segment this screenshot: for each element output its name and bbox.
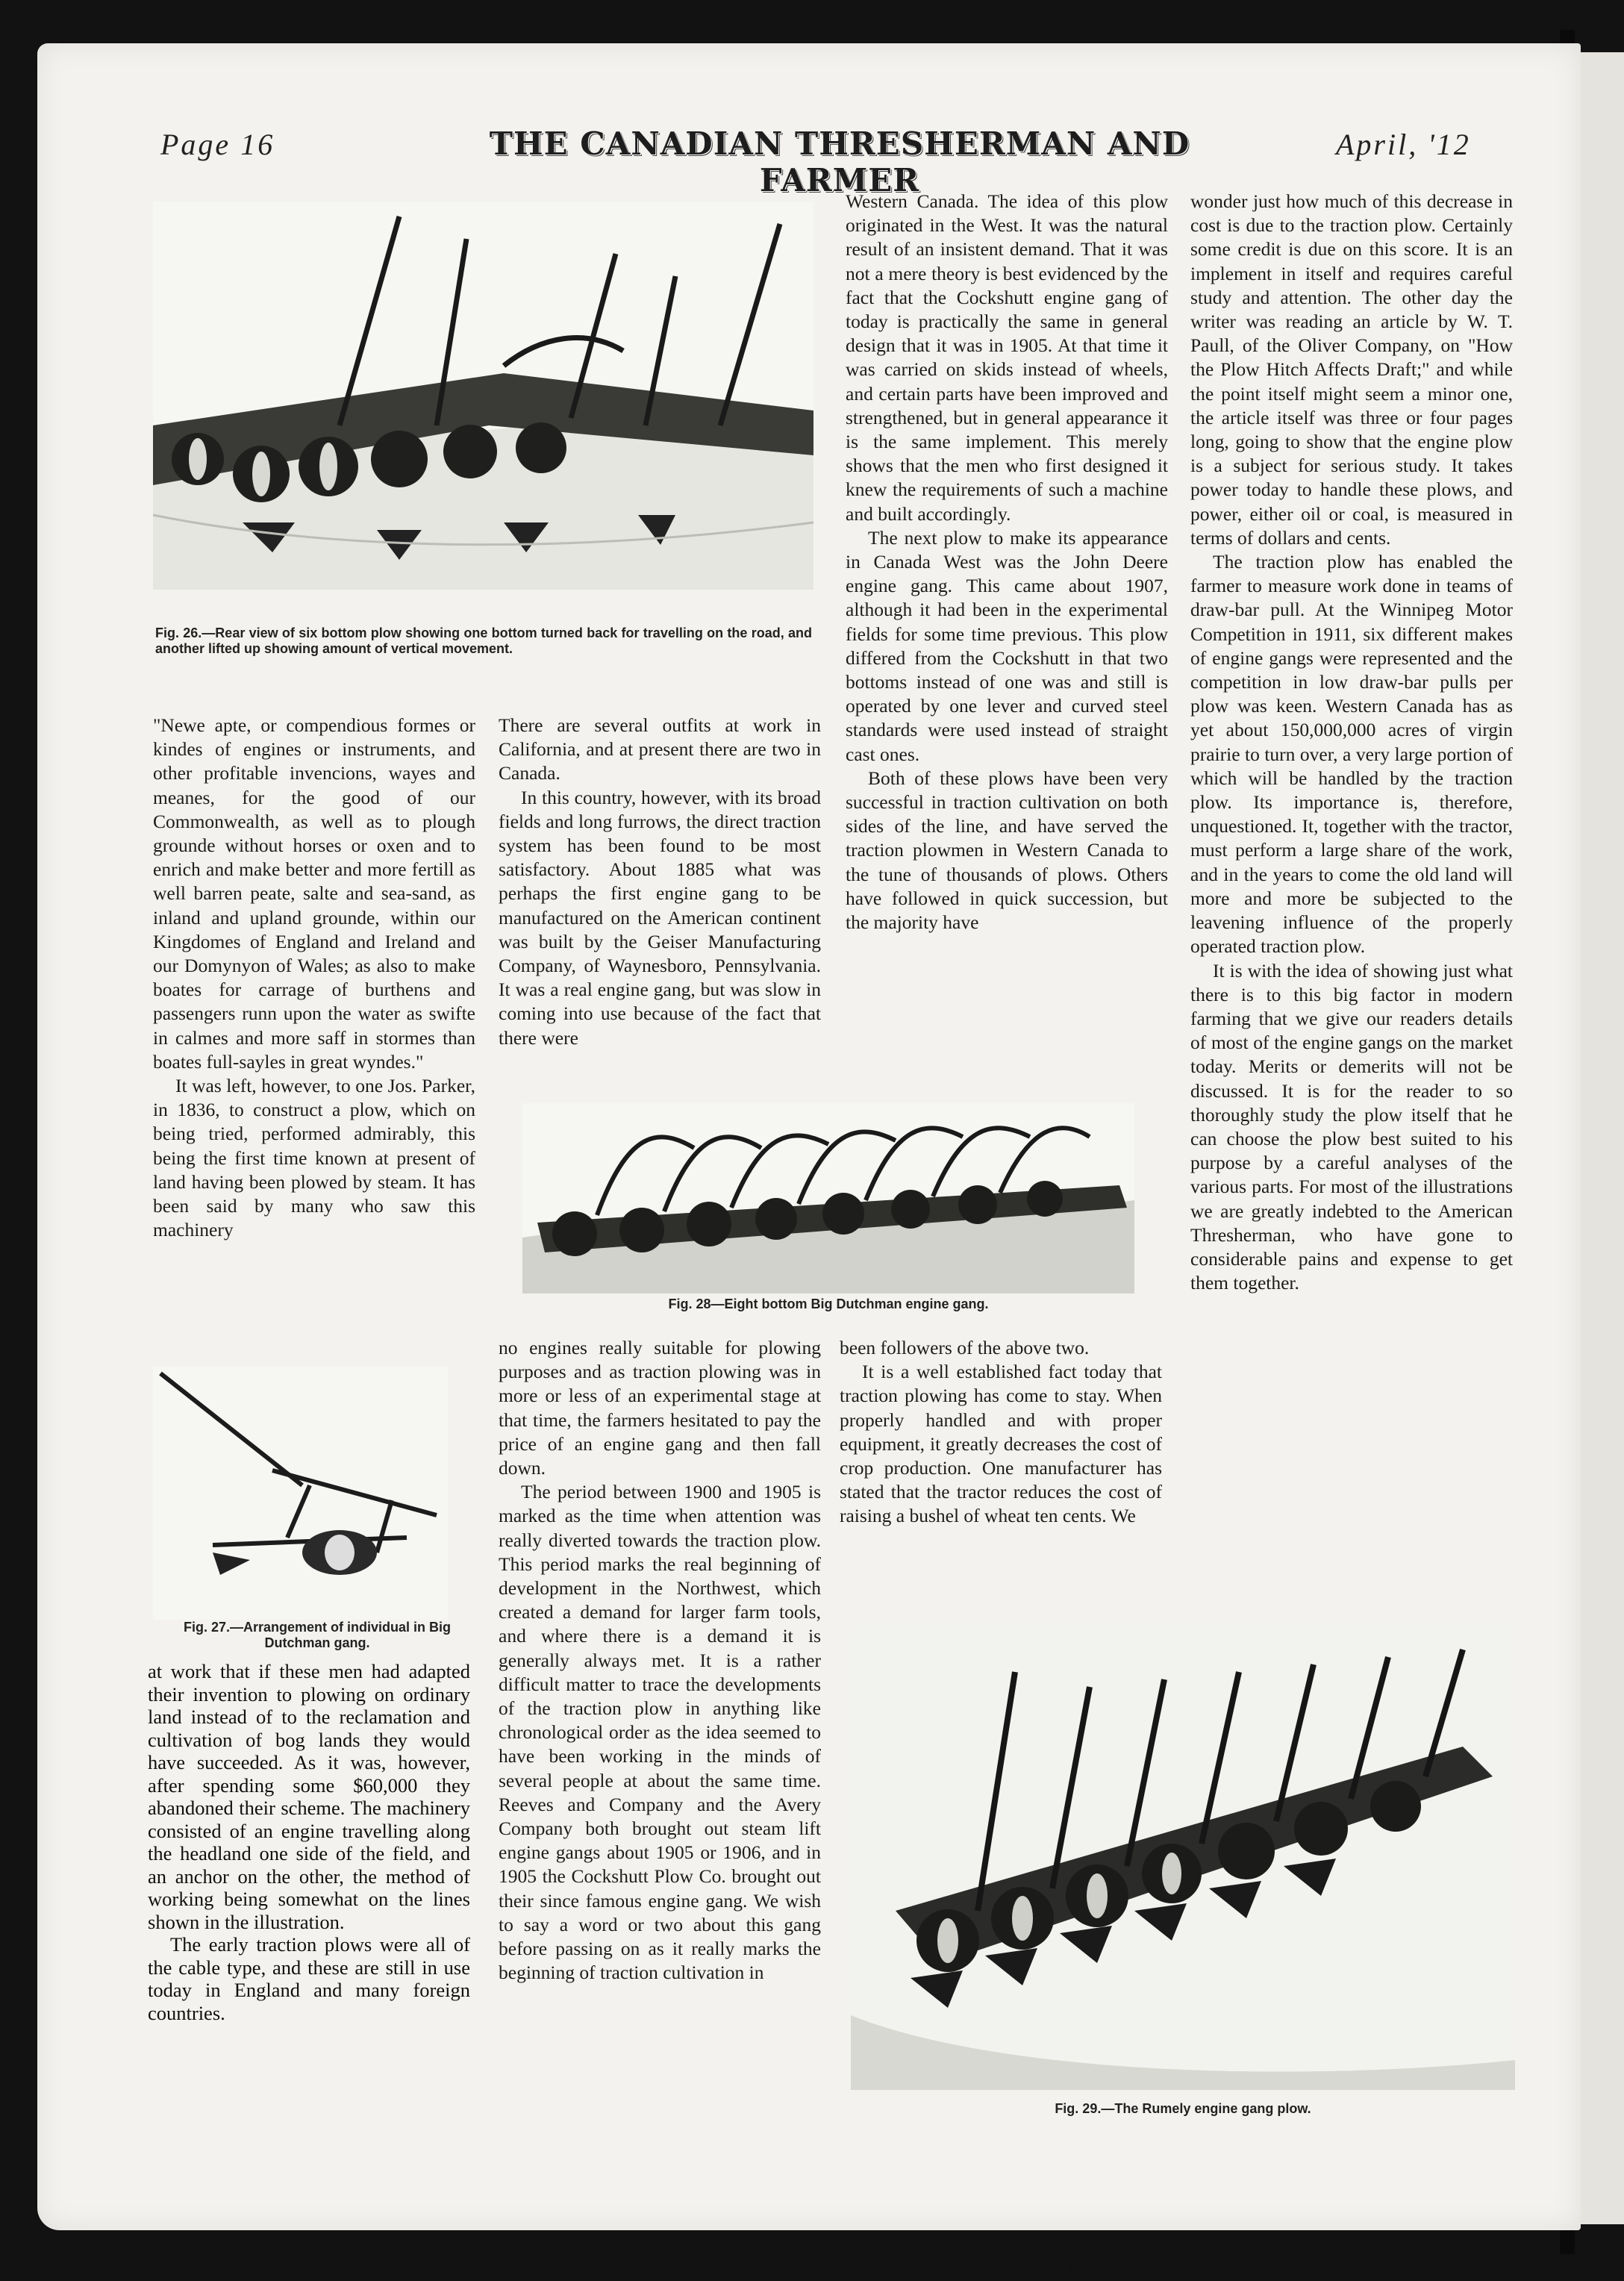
paragraph: The next plow to make its appearance in Canada West was the John Deere engine gang. This came about 1907, although it had been in the experimental fields for some time previous. This plow differed from the Cockshutt in that two bottoms instead of one was and still is operated by one lever and curved steel standards were used instead of straight cast ones. (846, 526, 1168, 765)
paragraph: There are several outfits at work in California, and at present there are two in Canada. (499, 714, 821, 784)
paragraph: Both of these plows have been very successful in traction cultivation on both sides of the line, and have served the traction plowmen in Western Canada to the tune of thousands of plows. Others have followed in quick succession, but the majority have (846, 767, 1168, 934)
paragraph: It was left, however, to one Jos. Parker, in 1836, to construct a plow, which on being tried, performed admirably, this being the first time known at present of land having been plowed by steam. It has been said by many who saw this machinery (153, 1075, 475, 1241)
paragraph: wonder just how much of this decrease in cost is due to the traction plow. Certainly some credit is due on this score. It is an implement in itself and requires careful study and attention. The other day the writer was reading an article by W. T. Paull, of the Oliver Company, on "How the Plow Hitch Affects Draft;" and while the point itself might seem a minor one, the article itself was three or four pages long, going to show that the engine plow is a subject for serious study. It takes power today to handle these plows, and power, either oil or coal, is measured in terms of dollars and cents. (1190, 190, 1513, 549)
masthead-title: THE CANADIAN THRESHERMAN AND FARMER (489, 125, 1190, 199)
paragraph: The period between 1900 and 1905 is marked as the time when attention was really diverted towards the traction plow. This period marks the real beginning of development in the Northwest, which created a demand for larger farm tools, and where there is a demand it is generally always met. It is a rather difficult matter to trace the developments of the traction plow in anything like chronological order as the idea seemed to have been working in the minds of several people at about the same time. Reeves and Company and the Avery Company both brought out steam lift engine gangs about 1905 or 1906, and in 1905 the Cockshutt Plow Co. brought out their since famous engine gang. We wish to say a word or two about this gang before passing on as it really marks the beginning of traction cultivation in (499, 1481, 821, 1984)
paragraph: The early traction plows were all of the cable type, and these are still in use today in England and many foreign countries. (148, 1933, 470, 2024)
column-4 (1190, 190, 1513, 1295)
issue-date: April, '12 (1336, 128, 1471, 161)
column-3-lower (840, 1336, 1162, 1529)
figure-27-caption: Fig. 27.—Arrangement of individual in Big Dutchman gang. (183, 1620, 452, 1650)
column-2-lower (499, 1336, 821, 1985)
figure-28-photo (522, 1103, 1134, 1294)
figure-26-photo (153, 202, 813, 590)
figure-28-caption: Fig. 28—Eight bottom Big Dutchman engine gang. (668, 1296, 989, 1311)
paragraph: It is with the idea of showing just what there is to this big factor in modern farming that we give our readers details of most of the engine gangs on the market today. Merits or demerits will not be discussed. It is for the reader to so thoroughly study the plow itself that he can choose the plow best suited to his purpose by a careful analyses of the various parts. For most of the illustrations we are greatly indebted to the American Thresherman, who have gone to considerable pains and expense to get them together. (1190, 959, 1513, 1294)
column-1-lower (148, 1660, 470, 2024)
figure-29-caption: Fig. 29.—The Rumely engine gang plow. (1055, 2101, 1311, 2116)
paragraph: The traction plow has enabled the farmer to measure work done in teams of draw-bar pull. At the Winnipeg Motor Competition in 1911, six different makes of engine gangs were represented and the competition in low draw-bar pulls per plow was keen. Western Canada has as yet about 150,000,000 acres of virgin prairie to turn over, a very large portion of which will be handled by the traction plow. Its importance is, therefore, unquestioned. It, together with the tractor, must perform a large share of the work, and in the years to come the old land will more and more be subjected to the leavening influence of the properly operated traction plow. (1190, 551, 1513, 958)
paragraph: at work that if these men had adapted their invention to plowing on ordinary land instead of to the reclamation and cultivation of bog lands they would have succeeded. As it was, however, after spending some $60,000 they abandoned their scheme. The machinery consisted of an engine travelling along the headland one side of the field, and an anchor on the other, the method of working being somewhat on the lines shown in the illustration. (148, 1660, 470, 1933)
page-number: Page 16 (160, 128, 275, 161)
column-3-upper (846, 190, 1168, 934)
figure-26-caption: Fig. 26.—Rear view of six bottom plow showing one bottom turned back for travelling on the road, and another lifted up showing amount of vertical movement. (155, 625, 812, 656)
figure-27-photo (153, 1366, 448, 1620)
paragraph: no engines really suitable for plowing purposes and as traction plowing was in more or less of an experimental stage at that time, the farmers hesitated to pay the price of an engine gang and then fall down. (499, 1337, 821, 1479)
paragraph: been followers of the above two. (840, 1337, 1090, 1358)
column-1-upper (153, 714, 475, 1242)
paragraph: "Newe apte, or compendious formes or kindes of engines or instruments, and other profitable invencions, wayes and meanes, for the good of our Commonwealth, as well as to plough grounde without horses or oxen and to enrich and make better and more fertill as well barren peate, salte and sea-sand, as inland and upland grounde, within our Kingdomes of England and Ireland and our Domynyon of Wales; as also to make boates for carrage of burthens and passengers runn upon the water as swifte in calmes and more saff in stormes than boates full-sayles in great wyndes." (153, 714, 475, 1073)
figure-29-photo (851, 1627, 1515, 2090)
column-2-upper (499, 714, 821, 1050)
paragraph: It is a well established fact today that traction plowing has come to stay. When properly handled and with proper equipment, it greatly decreases the cost of crop production. One manufacturer has stated that the tractor reduces the cost of raising a bushel of wheat ten cents. We (840, 1361, 1162, 1527)
paragraph: In this country, however, with its broad fields and long furrows, the direct traction system has been found to be most satisfactory. About 1885 what was perhaps the first engine gang to be manufactured on the American continent was built by the Geiser Manufacturing Company, of Waynesboro, Pennsylvania. It was a real engine gang, but was slow in coming into use because of the fact that there were (499, 786, 821, 1049)
paragraph: Western Canada. The idea of this plow originated in the West. It was the natural result of an insistent demand. That it was not a mere theory is best evidenced by the fact that the Cockshutt engine gang of today is practically the same in general design that it was in 1905. At that time it was carried on skids instead of wheels, and certain parts have been improved and strengthened, but in general appearance it is the same implement. This merely shows that the men who first designed it knew the requirements of such a machine and built accordingly. (846, 190, 1168, 525)
scan-speck (1067, 2260, 1072, 2271)
